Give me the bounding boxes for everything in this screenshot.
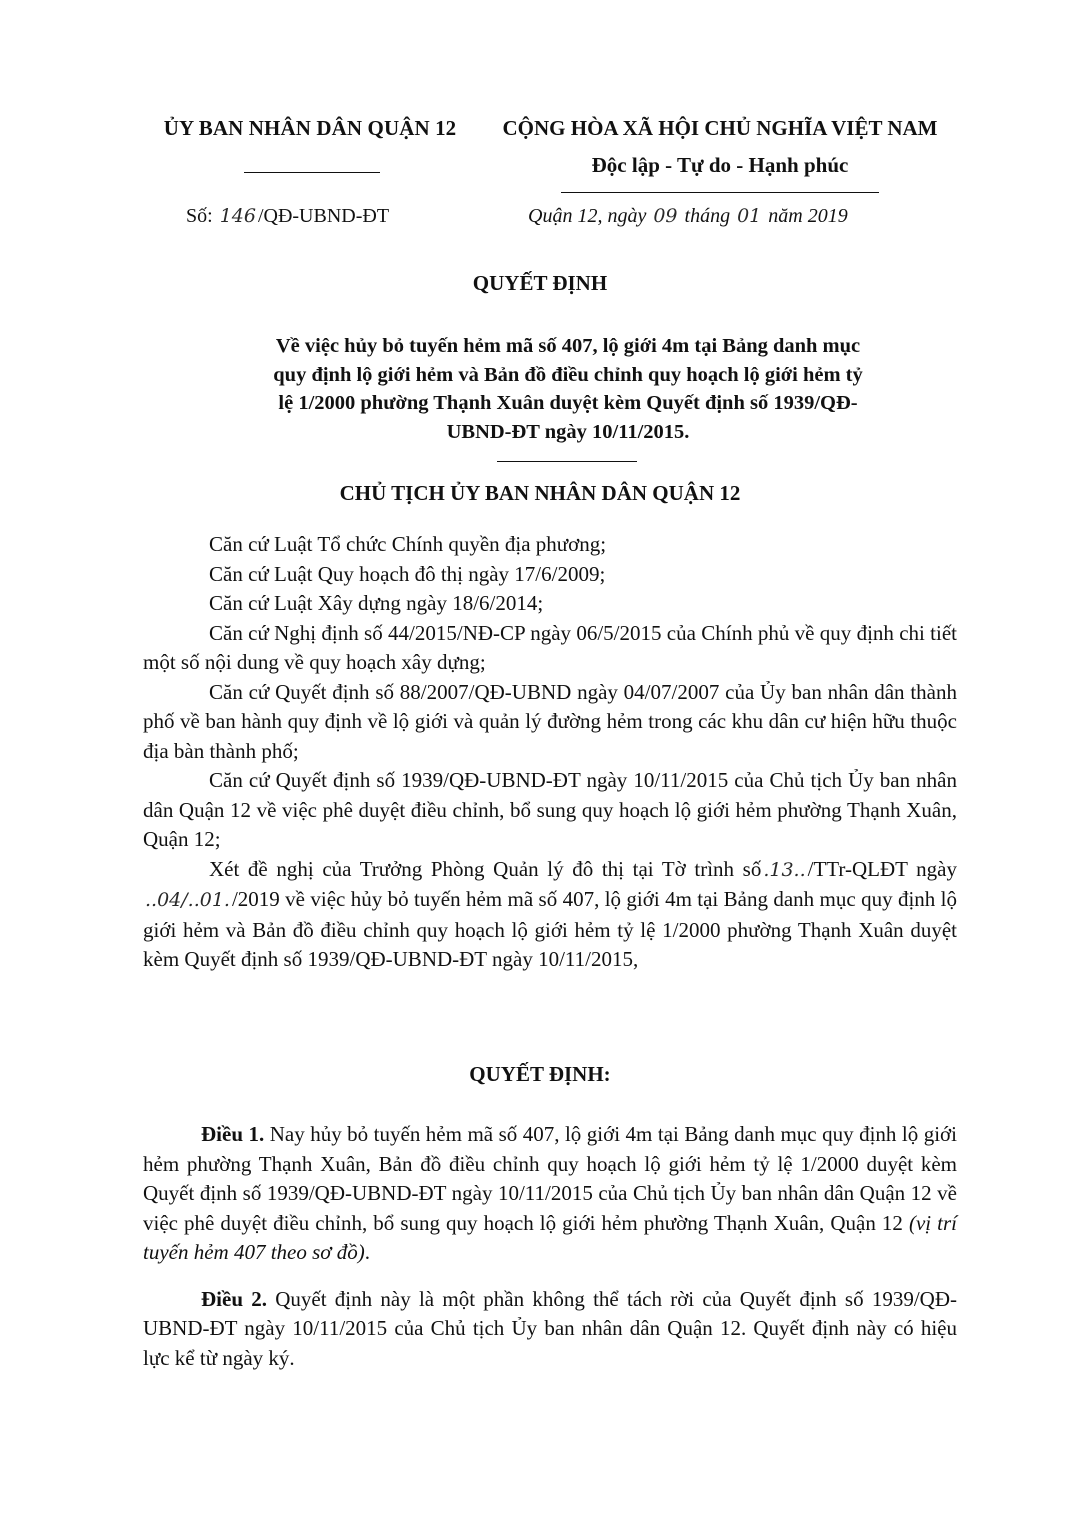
article-2-label: Điều 2. [201,1286,267,1311]
motto-underline [561,192,879,193]
proposal-text: Xét đề nghị của Trưởng Phòng Quản lý đô thị tại Tờ trình số [209,856,762,881]
decision-subject [218,332,918,446]
subject-underline [497,461,637,462]
proposal-text: /TTr-QLĐT ngày [807,856,957,881]
article-2-text: Quyết định này là một phần không thể tách rời của Quyết định số 1939/QĐ-UBND-ĐT ngày 10/11/2015 của Chủ tịch Ủy ban nhân dân Quận 12. Quyết định này có hiệu lực kể từ ngày ký. [143,1286,957,1370]
decision-title: QUYẾT ĐỊNH [472,271,608,295]
issuing-agency [130,116,490,141]
document-number [186,205,389,228]
legal-basis-item: Căn cứ Luật Quy hoạch đô thị ngày 17/6/2009; [209,561,606,586]
subject-line: quy định lộ giới hẻm và Bản đồ điều chỉnh quy hoạch lộ giới hẻm tỷ [273,363,863,386]
subject-line: UBND-ĐT ngày 10/11/2015. [446,420,690,443]
article-1-note: (vị trí tuyến hẻm 407 theo sơ đồ) [143,1210,957,1264]
legal-basis-item: Căn cứ Nghị định số 44/2015/NĐ-CP ngày 06/5/2015 của Chính phủ về quy định chi tiết một số nội dung về quy hoạch xây dựng; [143,620,957,674]
proposal-text: /2019 về việc hủy bỏ tuyến hẻm mã số 407, lộ giới 4m tại Bảng danh mục quy định lộ giới hẻm và Bản đồ điều chỉnh quy hoạch lộ giới hẻm tỷ lệ 1/2000 phường Thạnh Xuân duyệt kèm Quyết định số 1939/QĐ-UBND-ĐT ngày 10/11/2015, [143,887,957,971]
document-date [528,205,848,228]
decision-heading: QUYẾT ĐỊNH: [469,1062,611,1086]
doc-number-handwritten: 146 [219,205,256,227]
legal-basis-item: Căn cứ Luật Xây dựng ngày 18/6/2014; [209,591,544,615]
proposal-paragraph [143,855,957,975]
decision-articles [143,1120,957,1390]
date-day-handwritten: 09 [653,205,678,227]
agency-name: ỦY BAN NHÂN DÂN QUẬN 12 [163,116,457,140]
national-header [470,116,970,178]
legal-basis-item: Căn cứ Quyết định số 88/2007/QĐ-UBND ngày 04/07/2007 của Ủy ban nhân dân thành phố về ban hành quy định về lộ giới và quản lý đường hẻm trong các khu dân cư hiện hữu thuộc địa bàn thành phố; [143,679,957,763]
report-date-handwritten: ..04/..01. [145,889,230,911]
article-2 [143,1285,957,1374]
doc-number-prefix: Số: [186,205,213,227]
doc-number-suffix: /QĐ-UBND-ĐT [257,205,390,227]
national-motto: Độc lập - Tự do - Hạnh phúc [591,153,849,177]
legal-bases [143,530,957,975]
subject-line: lệ 1/2000 phường Thạnh Xuân duyệt kèm Quyết định số 1939/QĐ- [278,392,858,414]
date-month-label: tháng [684,205,731,227]
subject-line: Về việc hủy bỏ tuyến hẻm mã số 407, lộ giới 4m tại Bảng danh mục [275,335,861,357]
article-1-end: . [364,1240,370,1264]
report-number-handwritten: .13.. [763,858,806,881]
legal-basis-item: Căn cứ Quyết định số 1939/QĐ-UBND-ĐT ngày 10/11/2015 của Chủ tịch Ủy ban nhân dân Quận 12 về việc phê duyệt điều chỉnh, bổ sung quy hoạch lộ giới hẻm phường Thạnh Xuân, Quận 12; [143,768,957,851]
date-prefix: Quận 12, ngày [528,205,647,227]
date-month-handwritten: 01 [737,205,762,227]
country-name: CỘNG HÒA XÃ HỘI CHỦ NGHĨA VIỆT NAM [502,116,938,140]
date-year: năm 2019 [768,205,848,227]
article-1 [143,1120,957,1268]
issuer-title: CHỦ TỊCH ỦY BAN NHÂN DÂN QUẬN 12 [339,481,741,505]
agency-underline [244,172,380,173]
article-1-label: Điều 1. [201,1122,265,1146]
article-1-text: Nay hủy bỏ tuyến hẻm mã số 407, lộ giới 4m tại Bảng danh mục quy định lộ giới hẻm phường Thạnh Xuân, Bản đồ điều chỉnh quy hoạch lộ giới hẻm tỷ lệ 1/2000 duyệt kèm Quyết định số 1939/QĐ-UBND-ĐT ngày 10/11/2015 của Chủ tịch Ủy ban nhân dân Quận 12 về việc phê duyệt điều chỉnh, bổ sung quy hoạch lộ giới hẻm phường Thạnh Xuân, Quận 12 [143,1122,957,1235]
legal-basis-item: Căn cứ Luật Tổ chức Chính quyền địa phương; [209,532,607,556]
